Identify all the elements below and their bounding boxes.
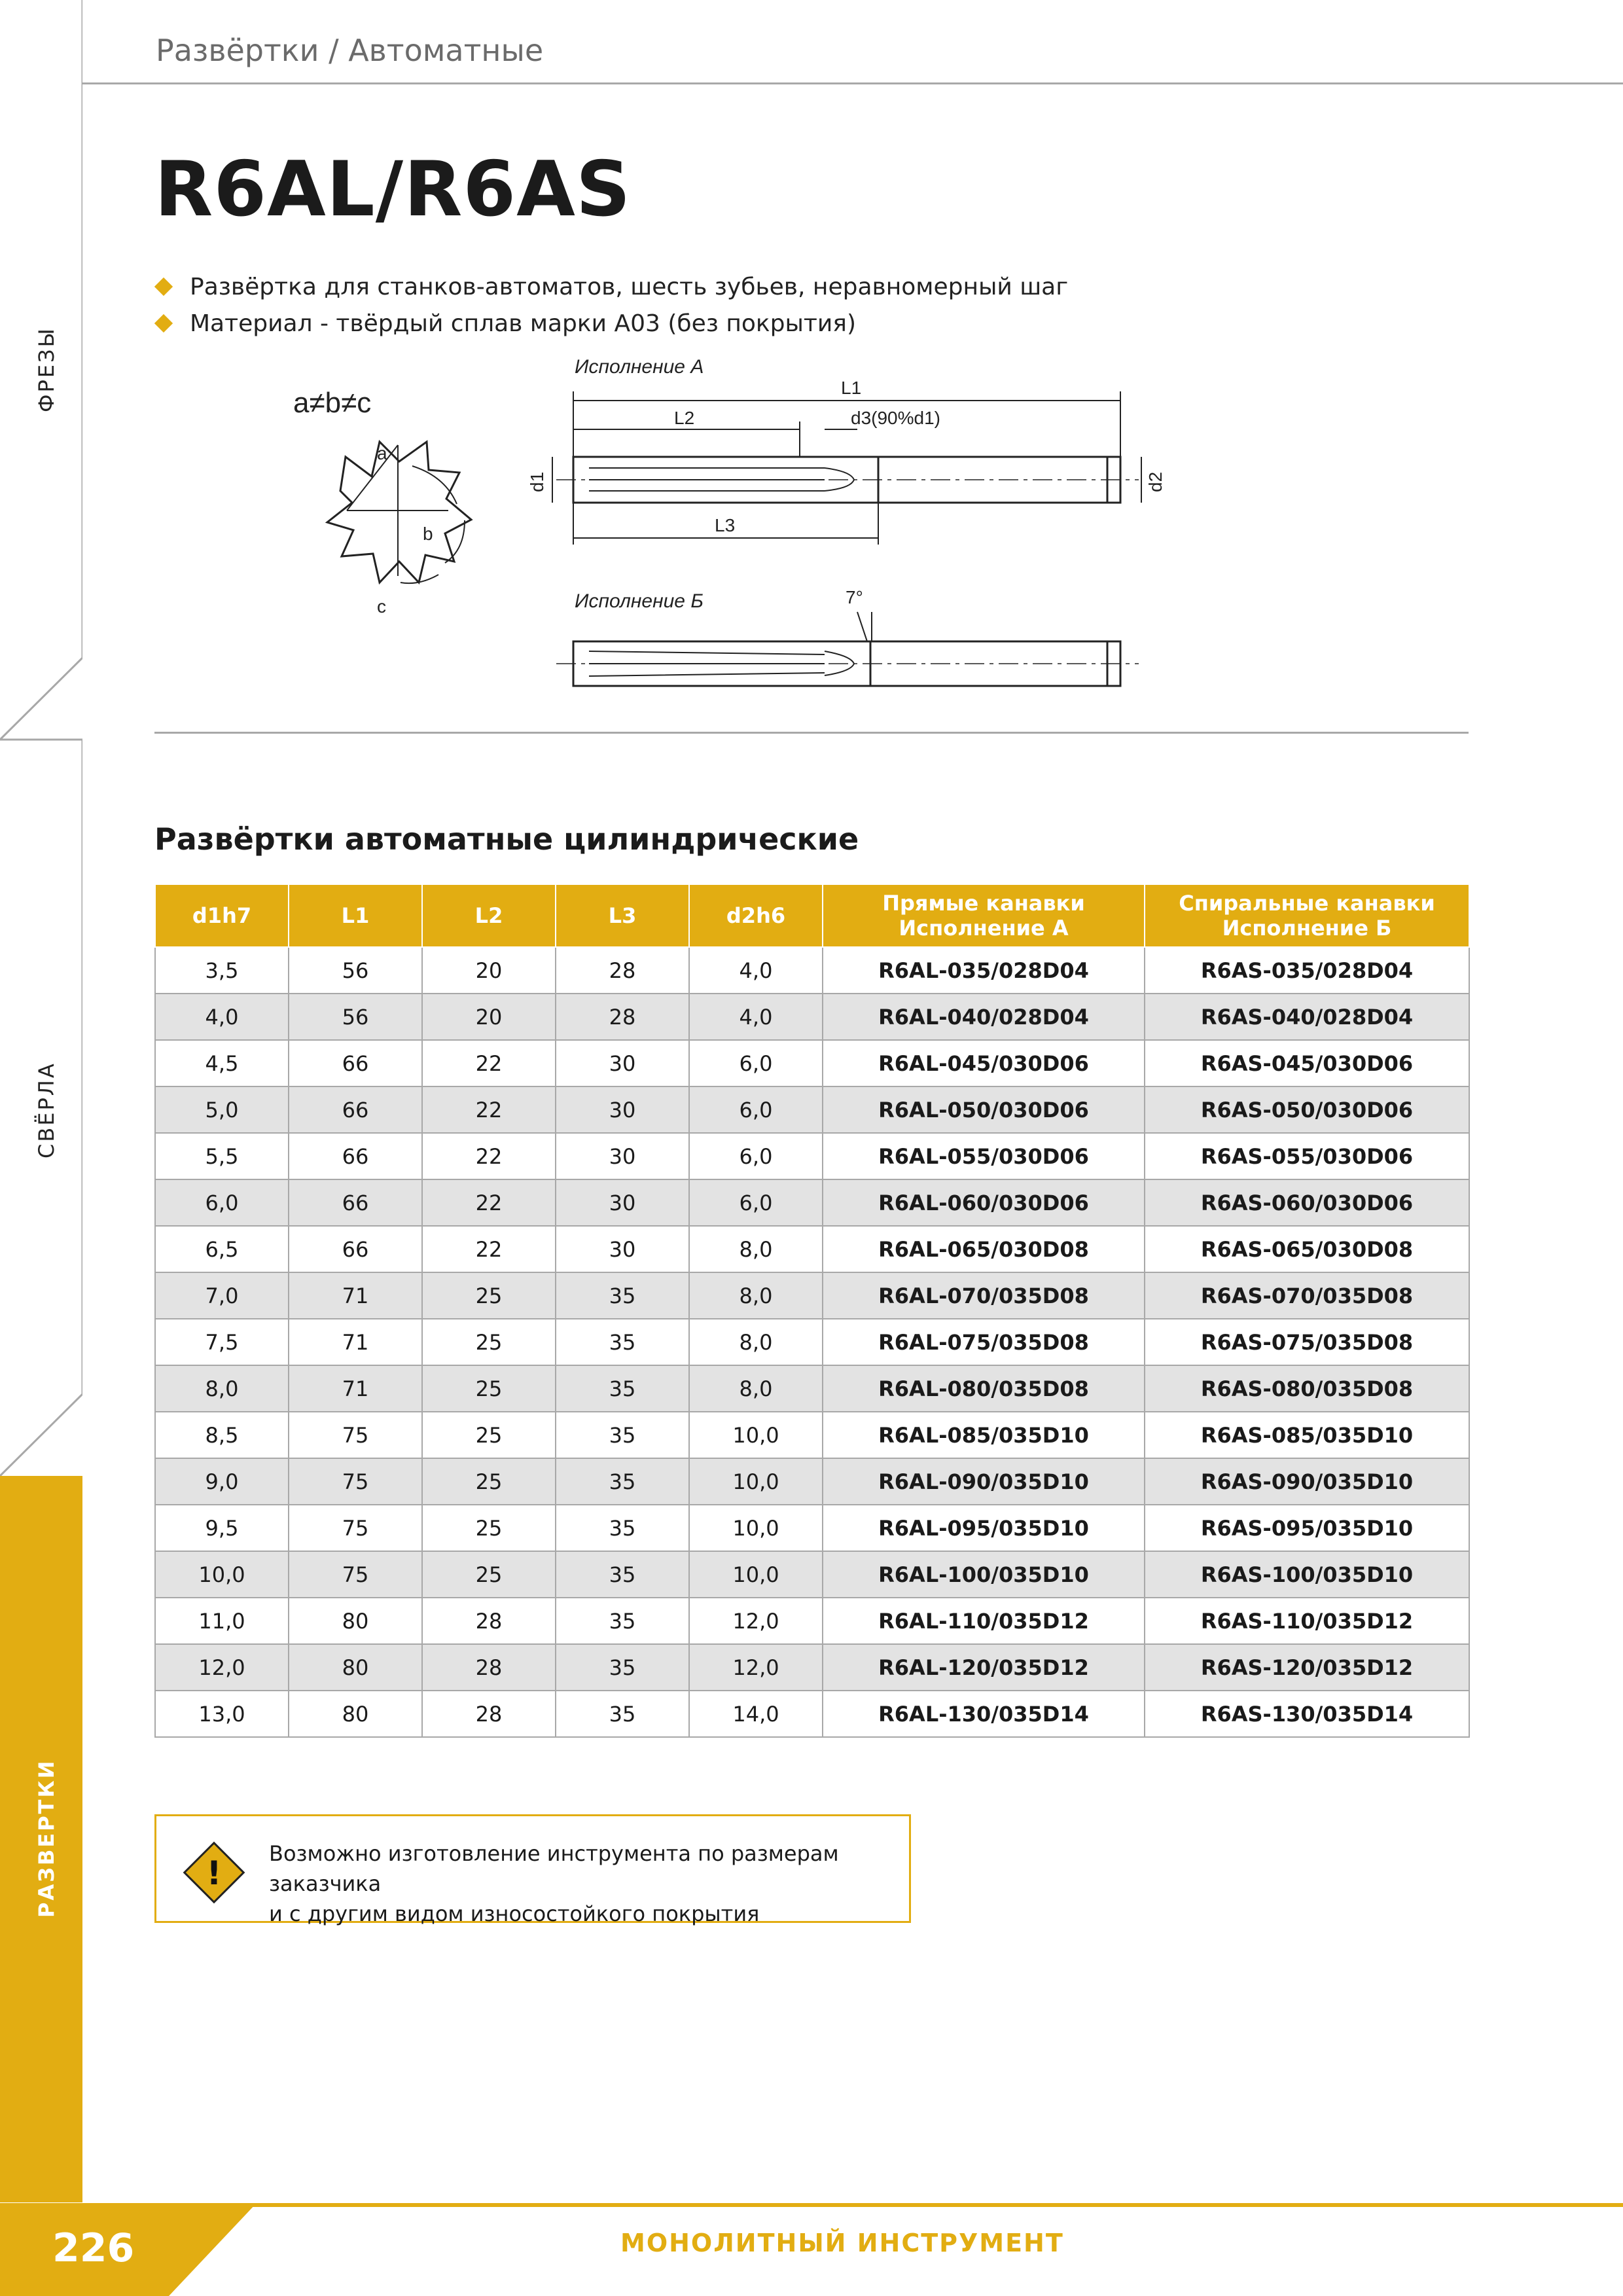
table-cell: 6,0 <box>689 1179 823 1226</box>
table-cell: 30 <box>556 1040 689 1086</box>
table-cell: R6AS-120/035D12 <box>1145 1644 1469 1691</box>
table-cell: 3,5 <box>155 947 289 994</box>
reamer-version-b <box>556 612 1139 686</box>
table-cell: 9,0 <box>155 1458 289 1505</box>
table-cell: 6,0 <box>689 1133 823 1179</box>
table-cell: 22 <box>422 1133 556 1179</box>
table-cell: 10,0 <box>689 1458 823 1505</box>
table-cell: 75 <box>289 1458 422 1505</box>
table-cell: R6AS-095/035D10 <box>1145 1505 1469 1551</box>
table-cell: 35 <box>556 1598 689 1644</box>
side-tab-drills[interactable]: СВЁРЛА <box>34 1062 59 1158</box>
table-cell: 28 <box>422 1691 556 1737</box>
table-cell: 25 <box>422 1505 556 1551</box>
col-header-straight: Прямые канавки Исполнение А <box>823 884 1145 947</box>
table-cell: R6AL-095/035D10 <box>823 1505 1145 1551</box>
table-cell: 35 <box>556 1505 689 1551</box>
table-cell: R6AS-100/035D10 <box>1145 1551 1469 1598</box>
table-row <box>155 947 1469 994</box>
table-cell: 30 <box>556 1086 689 1133</box>
warning-symbol: ! <box>206 1854 222 1892</box>
table-cell: 30 <box>556 1226 689 1272</box>
table-cell: R6AL-065/030D08 <box>823 1226 1145 1272</box>
table-cell: 22 <box>422 1040 556 1086</box>
table-cell: R6AS-045/030D06 <box>1145 1040 1469 1086</box>
col-header-d2: d2h6 <box>689 884 823 947</box>
table-cell: R6AL-080/035D08 <box>823 1365 1145 1412</box>
table-cell: 20 <box>422 947 556 994</box>
table-row <box>155 1086 1469 1133</box>
version-b-label: Исполнение Б <box>575 590 704 612</box>
table-cell: R6AS-055/030D06 <box>1145 1133 1469 1179</box>
table-cell: 10,0 <box>155 1551 289 1598</box>
table-cell: 25 <box>422 1412 556 1458</box>
table-cell: 5,5 <box>155 1133 289 1179</box>
pitch-c-label: c <box>377 596 386 617</box>
table-cell: 56 <box>289 947 422 994</box>
table-cell: R6AL-075/035D08 <box>823 1319 1145 1365</box>
table-cell: 25 <box>422 1551 556 1598</box>
col-header-l3: L3 <box>556 884 689 947</box>
table-row <box>155 1179 1469 1226</box>
warning-diamond-icon <box>179 1837 249 1908</box>
table-cell: 71 <box>289 1272 422 1319</box>
reamer-version-a <box>556 457 1139 503</box>
table-cell: R6AS-075/035D08 <box>1145 1319 1469 1365</box>
table-cell: 30 <box>556 1133 689 1179</box>
table-cell: R6AS-050/030D06 <box>1145 1086 1469 1133</box>
table-cell: R6AL-100/035D10 <box>823 1551 1145 1598</box>
feature-item: Материал - твёрдый сплав марки А03 (без покрытия) <box>157 305 1068 342</box>
section-divider <box>154 732 1469 734</box>
table-cell: 71 <box>289 1365 422 1412</box>
page-number: 226 <box>52 2225 135 2271</box>
table-cell: 8,0 <box>689 1319 823 1365</box>
table-cell: 66 <box>289 1040 422 1086</box>
table-cell: 35 <box>556 1551 689 1598</box>
dim-d3-label: d3(90%d1) <box>851 408 940 428</box>
table-cell: 35 <box>556 1272 689 1319</box>
table-cell: 8,0 <box>689 1365 823 1412</box>
table-cell: 25 <box>422 1365 556 1412</box>
table-cell: R6AS-060/030D06 <box>1145 1179 1469 1226</box>
dim-l2-label: L2 <box>674 408 695 428</box>
table-title: Развёртки автоматные цилиндрические <box>154 821 859 857</box>
table-cell: R6AS-065/030D08 <box>1145 1226 1469 1272</box>
table-cell: 6,5 <box>155 1226 289 1272</box>
table-cell: R6AL-085/035D10 <box>823 1412 1145 1458</box>
note-text: Возможно изготовление инструмента по размерам заказчика и с другим видом износостойкого покрытия <box>269 1841 839 1926</box>
table-cell: 8,0 <box>689 1226 823 1272</box>
table-cell: 6,0 <box>689 1086 823 1133</box>
table-cell: 10,0 <box>689 1412 823 1458</box>
table-cell: 28 <box>556 947 689 994</box>
table-cell: 4,0 <box>689 994 823 1040</box>
table-cell: 22 <box>422 1086 556 1133</box>
table-cell: 75 <box>289 1505 422 1551</box>
table-cell: R6AS-130/035D14 <box>1145 1691 1469 1737</box>
col-header-l1: L1 <box>289 884 422 947</box>
table-cell: R6AS-085/035D10 <box>1145 1412 1469 1458</box>
table-cell: R6AS-070/035D08 <box>1145 1272 1469 1319</box>
side-tab-reamers[interactable]: РАЗВЕРТКИ <box>34 1759 59 1918</box>
angle-label: 7° <box>846 587 863 607</box>
table-cell: 66 <box>289 1179 422 1226</box>
table-cell: R6AL-110/035D12 <box>823 1598 1145 1644</box>
table-cell: R6AL-130/035D14 <box>823 1691 1145 1737</box>
table-cell: R6AL-090/035D10 <box>823 1458 1145 1505</box>
table-cell: 4,0 <box>155 994 289 1040</box>
table-cell: 13,0 <box>155 1691 289 1737</box>
table-cell: 20 <box>422 994 556 1040</box>
col-header-spiral: Спиральные канавки Исполнение Б <box>1145 884 1469 947</box>
table-cell: 14,0 <box>689 1691 823 1737</box>
technical-drawing <box>249 353 1217 707</box>
table-cell: 7,0 <box>155 1272 289 1319</box>
table-cell: 8,0 <box>689 1272 823 1319</box>
dim-l1-label: L1 <box>841 378 862 398</box>
table-row <box>155 1272 1469 1319</box>
table-cell: R6AS-035/028D04 <box>1145 947 1469 994</box>
table-cell: 10,0 <box>689 1505 823 1551</box>
table-cell: 75 <box>289 1551 422 1598</box>
bullet-diamond-icon <box>154 314 173 332</box>
pitch-a-label: a <box>377 443 387 463</box>
table-cell: 28 <box>556 994 689 1040</box>
table-cell: R6AS-110/035D12 <box>1145 1598 1469 1644</box>
table-cell: 22 <box>422 1179 556 1226</box>
table-cell: 4,5 <box>155 1040 289 1086</box>
table-row <box>155 1226 1469 1272</box>
table-cell: 35 <box>556 1319 689 1365</box>
table-cell: 25 <box>422 1319 556 1365</box>
table-cell: 66 <box>289 1133 422 1179</box>
table-cell: 9,5 <box>155 1505 289 1551</box>
table-cell: 35 <box>556 1458 689 1505</box>
table-cell: 7,5 <box>155 1319 289 1365</box>
feature-item: Развёртка для станков-автоматов, шесть зубьев, неравномерный шаг <box>157 268 1068 305</box>
dim-l3-label: L3 <box>715 515 736 535</box>
table-row <box>155 1319 1469 1365</box>
table-body <box>155 947 1469 1737</box>
table-cell: 12,0 <box>689 1644 823 1691</box>
table-cell: 66 <box>289 1086 422 1133</box>
header-divider <box>82 82 1623 84</box>
table-row <box>155 1458 1469 1505</box>
table-row <box>155 1133 1469 1179</box>
table-cell: 80 <box>289 1691 422 1737</box>
feature-list <box>157 268 1068 342</box>
table-cell: R6AS-090/035D10 <box>1145 1458 1469 1505</box>
table-cell: R6AL-070/035D08 <box>823 1272 1145 1319</box>
cross-section-diagram <box>327 442 471 583</box>
table-cell: 30 <box>556 1179 689 1226</box>
table-cell: 8,0 <box>155 1365 289 1412</box>
table-cell: 6,0 <box>689 1040 823 1086</box>
table-cell: 5,0 <box>155 1086 289 1133</box>
table-cell: 75 <box>289 1412 422 1458</box>
table-cell: R6AL-045/030D06 <box>823 1040 1145 1086</box>
table-cell: 35 <box>556 1644 689 1691</box>
table-cell: R6AL-040/028D04 <box>823 994 1145 1040</box>
table-cell: 12,0 <box>689 1598 823 1644</box>
table-row <box>155 1365 1469 1412</box>
table-header-row <box>155 884 1469 947</box>
dim-d1-label: d1 <box>527 471 547 492</box>
table-cell: R6AL-050/030D06 <box>823 1086 1145 1133</box>
table-row <box>155 1598 1469 1644</box>
footer-rule <box>82 2203 1623 2207</box>
table-cell: 10,0 <box>689 1551 823 1598</box>
table-cell: 11,0 <box>155 1598 289 1644</box>
footer-title: МОНОЛИТНЫЙ ИНСТРУМЕНТ <box>620 2229 1064 2257</box>
table-cell: R6AL-055/030D06 <box>823 1133 1145 1179</box>
table-cell: 35 <box>556 1691 689 1737</box>
table-cell: 71 <box>289 1319 422 1365</box>
table-row <box>155 1412 1469 1458</box>
table-cell: 28 <box>422 1644 556 1691</box>
table-cell: 6,0 <box>155 1179 289 1226</box>
table-cell: 35 <box>556 1412 689 1458</box>
table-cell: 28 <box>422 1598 556 1644</box>
table-cell: 35 <box>556 1365 689 1412</box>
table-cell: R6AL-035/028D04 <box>823 947 1145 994</box>
table-row <box>155 994 1469 1040</box>
table-row <box>155 1505 1469 1551</box>
table-row <box>155 1551 1469 1598</box>
table-row <box>155 1040 1469 1086</box>
page-title: R6AL/R6AS <box>154 145 632 234</box>
table-cell: 56 <box>289 994 422 1040</box>
col-header-l2: L2 <box>422 884 556 947</box>
table-cell: 25 <box>422 1272 556 1319</box>
bullet-diamond-icon <box>154 278 173 296</box>
table-cell: R6AL-120/035D12 <box>823 1644 1145 1691</box>
table-cell: R6AS-040/028D04 <box>1145 994 1469 1040</box>
side-navigation <box>0 0 82 2296</box>
spec-table <box>154 884 1470 1738</box>
table-row <box>155 1644 1469 1691</box>
table-cell: 80 <box>289 1598 422 1644</box>
table-cell: R6AS-080/035D08 <box>1145 1365 1469 1412</box>
side-tab-mills[interactable]: ФРЕЗЫ <box>34 327 59 412</box>
table-cell: 4,0 <box>689 947 823 994</box>
table-cell: 8,5 <box>155 1412 289 1458</box>
pitch-b-label: b <box>423 524 433 544</box>
table-row <box>155 1691 1469 1737</box>
table-cell: 80 <box>289 1644 422 1691</box>
dim-d2-label: d2 <box>1145 471 1166 492</box>
version-a-label: Исполнение А <box>575 356 704 378</box>
table-cell: 25 <box>422 1458 556 1505</box>
note-box <box>154 1814 911 1926</box>
table-cell: R6AL-060/030D06 <box>823 1179 1145 1226</box>
table-cell: 66 <box>289 1226 422 1272</box>
col-header-d1: d1h7 <box>155 884 289 947</box>
breadcrumb: Развёртки / Автоматные <box>156 33 544 68</box>
table-cell: 22 <box>422 1226 556 1272</box>
table-cell: 12,0 <box>155 1644 289 1691</box>
pitch-label: a≠b≠c <box>293 387 372 419</box>
